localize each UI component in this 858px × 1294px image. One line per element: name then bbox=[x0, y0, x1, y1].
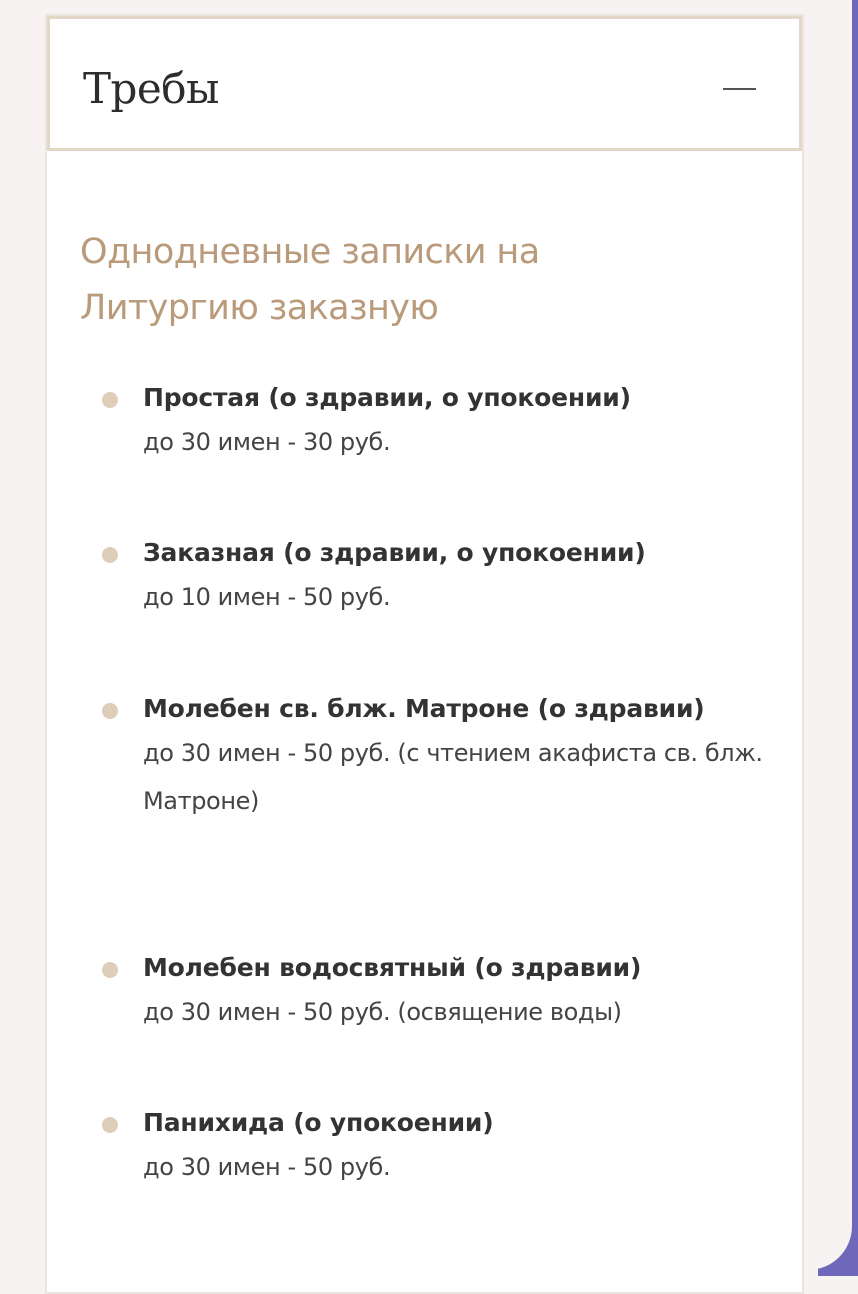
bullet-icon bbox=[102, 1117, 118, 1133]
accordion-panel bbox=[45, 14, 804, 1294]
item-description: до 30 имен - 50 руб. bbox=[143, 1153, 391, 1181]
bullet-icon bbox=[102, 392, 118, 408]
item-title: Заказная (о здравии, о упокоении) bbox=[143, 538, 646, 567]
collapse-icon[interactable] bbox=[721, 73, 761, 103]
bullet-icon bbox=[102, 547, 118, 563]
item-title: Панихида (о упокоении) bbox=[143, 1108, 494, 1137]
section-title: Однодневные записки на Литургию заказную bbox=[80, 232, 540, 328]
item-description: до 30 имен - 50 руб. (с чтением акафиста св. блж. Матроне) bbox=[143, 739, 763, 815]
item-title: Молебен водосвятный (о здравии) bbox=[143, 953, 642, 982]
bullet-icon bbox=[102, 703, 118, 719]
item-title: Простая (о здравии, о упокоении) bbox=[143, 383, 631, 412]
item-description: до 30 имен - 30 руб. bbox=[143, 428, 391, 456]
item-title: Молебен св. блж. Матроне (о здравии) bbox=[143, 694, 705, 723]
item-description: до 30 имен - 50 руб. (освящение воды) bbox=[143, 998, 622, 1026]
accordion-title: Требы bbox=[83, 64, 219, 113]
item-description: до 10 имен - 50 руб. bbox=[143, 583, 391, 611]
bullet-icon bbox=[102, 962, 118, 978]
accordion-header[interactable] bbox=[47, 16, 802, 151]
